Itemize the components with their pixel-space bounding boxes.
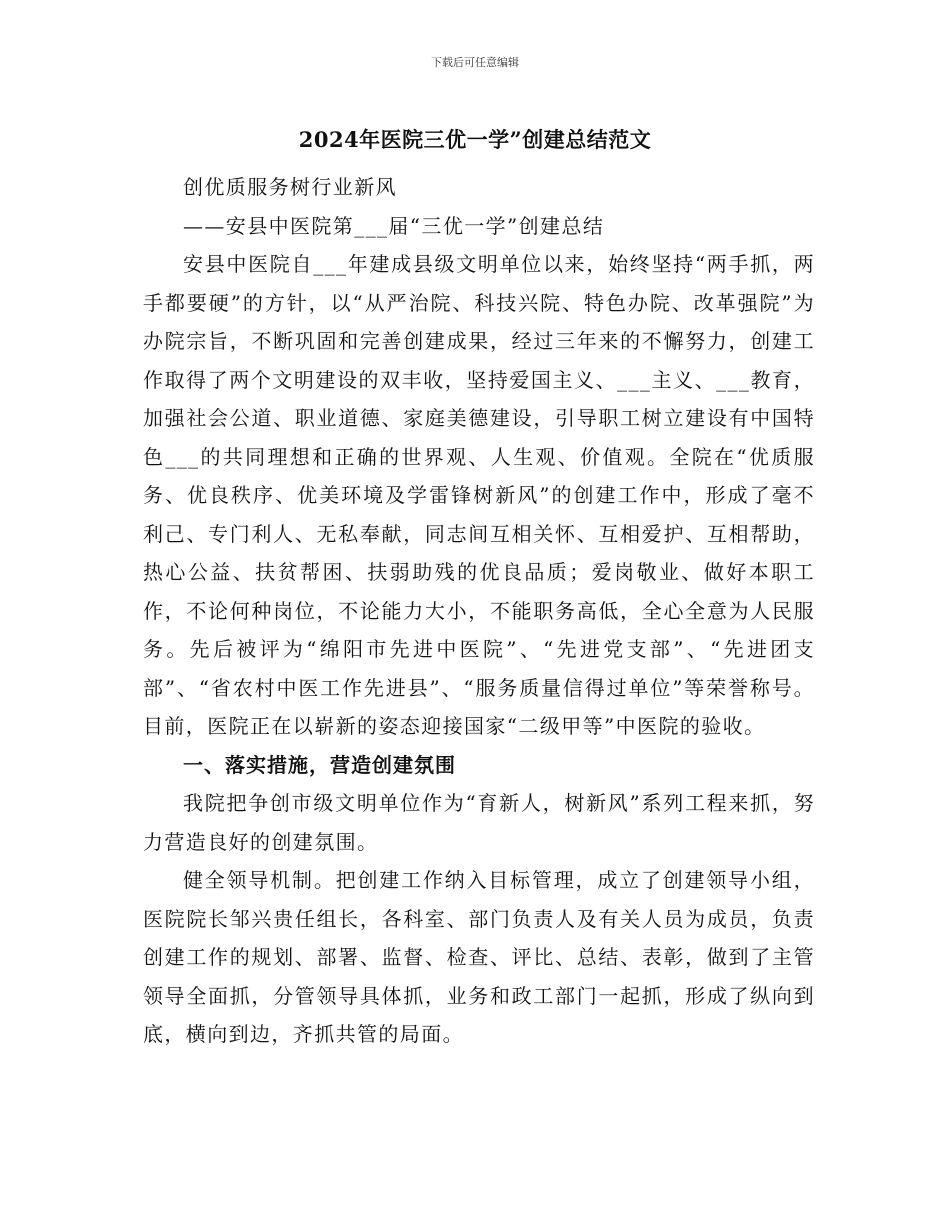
subtitle-line: ——安县中医院第___届“三优一学”创建总结: [183, 213, 605, 238]
body-paragraph: 我院把争创市级文明单位作为“育新人，树新风”系列工程来抓，努力营造良好的创建氛围。: [143, 791, 815, 854]
document-body: [143, 168, 815, 1054]
subtitle-line: 创优质服务树行业新风: [183, 175, 397, 199]
header-note: 下载后可任意编辑: [431, 56, 519, 69]
body-paragraph: 健全领导机制。把创建工作纳入目标管理，成立了创建领导小组，医院院长邹兴贵任组长，各科室、部门负责人及有关人员为成员，负责创建工作的规划、部署、监督、检查、评比、总结、表彰，做到了主管领导全面抓，分管领导具体抓，业务和政工部门一起抓，形成了纵向到底，横向到边，齐抓共管的局面。: [143, 868, 815, 1046]
document-title: 2024年医院三优一学”创建总结范文: [298, 127, 652, 152]
section-heading: 一、落实措施，营造创建氛围: [183, 752, 456, 777]
body-paragraph: 安县中医院自___年建成县级文明单位以来，始终坚持“两手抓，两手都要硬”的方针，以“从严治院、科技兴院、特色办院、改革强院”为办院宗旨，不断巩固和完善创建成果，经过三年来的不懈努力，创建工作取得了两个文明建设的双丰收，坚持爱国主义、___主义、___教育，加强社会公道、职业道德、家庭美德建设，引导职工树立建设有中国特色___的共同理想和正确的世界观、人生观、价值观。全院在“优质服务、优良秩序、优美环境及学雷锋树新风”的创建工作中，形成了毫不利己、专门利人、无私奉献，同志间互相关怀、互相爱护、互相帮助，热心公益、扶贫帮困、扶弱助残的优良品质；爱岗敬业、做好本职工作，不论何种岗位，不论能力大小，不能职务高低，全心全意为人民服务。先后被评为“绵阳市先进中医院”、“先进党支部”、“先进团支部”、“省农村中医工作先进县”、“服务质量信得过单位”等荣誉称号。目前，医院正在以崭新的姿态迎接国家“二级甲等”中医院的验收。: [143, 252, 815, 738]
